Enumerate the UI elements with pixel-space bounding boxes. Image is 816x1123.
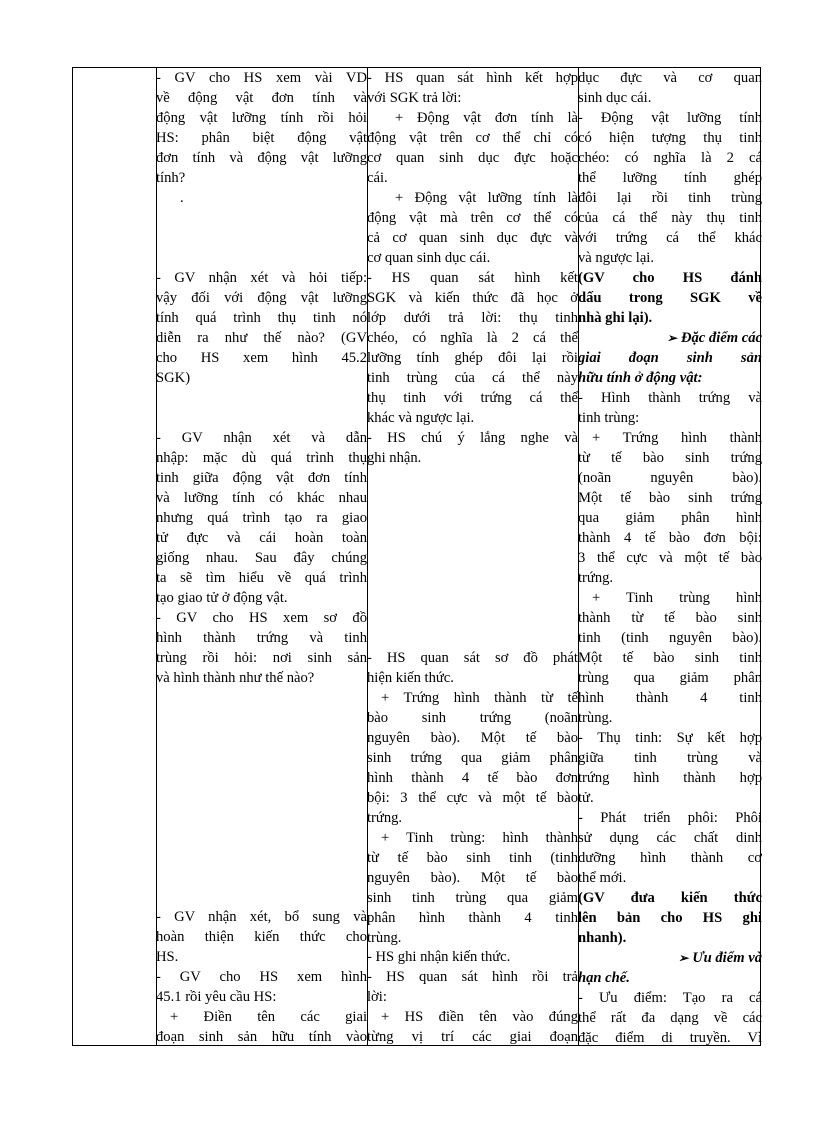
text-line: khác và ngược lại.: [367, 410, 475, 426]
text-line: dục đực và cơ quan: [578, 70, 762, 86]
text-line: HS.: [156, 949, 179, 965]
text-line: hoàn thiện kiến thức cho: [156, 929, 367, 945]
text-line: .: [180, 190, 184, 206]
text-line: đoạn sinh sản hữu tính vào: [156, 1029, 367, 1045]
text-line: động vật trên cơ thể chỉ có: [367, 130, 578, 146]
text-line: trùng rồi hỏi: nơi sinh sản: [156, 650, 367, 666]
text-line: diễn ra như thế nào? (GV: [156, 330, 367, 346]
text-line: dưỡng hình thành cơ: [578, 850, 762, 866]
text-line: động vật mà trên cơ thể có: [367, 210, 578, 226]
text-line: - GV nhận xét và dẫn: [156, 430, 367, 446]
text-line: + Trứng hình thành từ tế: [381, 690, 578, 706]
text-line: từ tế bào sinh tinh (tinh: [367, 850, 578, 866]
text-line: trứng hình thành hợp: [578, 770, 762, 786]
text-line: - HS quan sát hình kết: [367, 270, 578, 286]
text-line: có hiện tượng thụ tinh: [578, 130, 762, 146]
text-line: và hình thành như thế nào?: [156, 670, 315, 686]
text-line: đặc điểm di truyền. Vì: [578, 1030, 762, 1046]
text-line: trùng.: [578, 710, 613, 726]
text-line: sinh tinh trùng qua giảm: [367, 890, 578, 906]
text-line: thụ tinh với trứng cá thể: [367, 390, 578, 406]
text-line: tử đực và cái hoàn toàn: [156, 530, 367, 546]
text-line: - GV nhận xét và hỏi tiếp:: [156, 270, 367, 286]
text-line: - Hình thành trứng và: [578, 390, 762, 406]
section-heading-text: Ưu điểm và: [692, 950, 762, 966]
text-line: hình thành trứng và tinh: [156, 630, 367, 646]
text-line: cho HS xem hình 45.2: [156, 350, 367, 366]
text-line: đơn tính và động vật lưỡng: [156, 150, 367, 166]
text-line: ghi nhận.: [367, 450, 422, 466]
text-line: (noãn nguyên bào).: [578, 470, 762, 486]
text-line: từng vị trí các giai đoạn: [367, 1029, 578, 1045]
text-line: + Điền tên các giai: [170, 1009, 367, 1025]
note-line: nhà ghi lại).: [578, 310, 653, 326]
note-line: (GV đưa kiến thức: [578, 890, 762, 906]
text-line: Một tế bào sinh trứng: [578, 490, 762, 506]
text-line: và lưỡng tính có khác nhau: [156, 490, 367, 506]
text-line: - GV nhận xét, bổ sung và: [156, 909, 367, 925]
text-line: cả cơ quan sinh dục đực và: [367, 230, 578, 246]
note-line: dấu trong SGK về: [578, 290, 762, 306]
text-line: - Phát triển phôi: Phôi: [578, 810, 762, 826]
text-line: phân hình thành 4 tinh: [367, 910, 578, 926]
arrow-bullet-icon: ➢: [666, 331, 677, 345]
text-line: - HS quan sát hình rồi trả: [367, 969, 578, 985]
text-line: cơ quan sinh dục cái.: [367, 250, 491, 266]
text-line: - HS quan sát hình kết hợp: [367, 70, 578, 86]
section-heading: [578, 328, 762, 348]
text-line: nhưng quá trình tạo ra giao: [156, 510, 367, 526]
text-line: về động vật đơn tính và: [156, 90, 367, 106]
text-line: trứng.: [578, 570, 614, 586]
col-section: [73, 68, 156, 1045]
text-line: - HS ghi nhận kiến thức.: [367, 949, 511, 965]
text-line: giống nhau. Sau đây chúng: [156, 550, 367, 566]
text-line: và ngược lại.: [578, 250, 655, 266]
text-line: bội: 3 thể cực và một tế bào: [367, 790, 578, 806]
text-line: thể mới.: [578, 870, 627, 886]
text-line: + Tinh trùng hình: [592, 590, 762, 606]
text-line: hình thành 4 tinh: [578, 690, 762, 706]
text-line: thành từ tế bào sinh: [578, 610, 762, 626]
text-line: - HS quan sát sơ đồ phát: [367, 650, 578, 666]
arrow-bullet-icon: ➢: [678, 951, 689, 965]
text-line: của cá thể này thụ tinh: [578, 210, 762, 226]
text-line: - GV cho HS xem hình: [156, 969, 367, 985]
text-line: cái.: [367, 170, 388, 186]
text-line: - GV cho HS xem vài VD: [156, 70, 367, 86]
text-line: nhập: mặc dù quá trình thụ: [156, 450, 367, 466]
text-line: tinh trùng của cá thể này: [367, 370, 578, 386]
text-line: Một tế bào sinh tinh: [578, 650, 762, 666]
text-line: thể lưỡng tính ghép: [578, 170, 762, 186]
text-line: giữa tinh trùng và: [578, 750, 762, 766]
text-line: với trứng cá thể khác: [578, 230, 762, 246]
text-line: chéo: có nghĩa là 2 cá: [578, 150, 762, 166]
text-line: + Trứng hình thành: [592, 430, 762, 446]
text-line: - Thụ tinh: Sự kết hợp: [578, 730, 762, 746]
text-line: HS: phân biệt động vật: [156, 130, 367, 146]
text-line: lưỡng tính ghép đôi lại rồi: [367, 350, 578, 366]
text-line: - Động vật lưỡng tính: [578, 110, 762, 126]
text-line: SGK): [156, 370, 191, 386]
text-line: ta sẽ tìm hiểu về quá trình: [156, 570, 367, 586]
text-line: vậy đối với động vật lưỡng: [156, 290, 367, 306]
note-line: nhanh).: [578, 930, 627, 946]
text-line: sử dụng các chất dinh: [578, 830, 762, 846]
text-line: trứng.: [367, 810, 403, 826]
section-heading-text: Đặc điểm các: [680, 330, 762, 346]
text-line: tử.: [578, 790, 594, 806]
text-line: tính quá trình thụ tinh nó: [156, 310, 367, 326]
text-line: trùng qua giảm phân: [578, 670, 762, 686]
text-line: + Động vật đơn tính là: [395, 110, 578, 126]
text-line: tạo giao tử ở động vật.: [156, 590, 288, 606]
text-line: - HS chú ý lắng nghe và: [367, 430, 578, 446]
col-student-activity: [367, 68, 578, 1045]
text-line: - Ưu điểm: Tạo ra cá: [578, 990, 762, 1006]
section-heading: hữu tính ở động vật:: [578, 370, 703, 386]
note-line: (GV cho HS đánh: [578, 270, 762, 286]
text-line: hiện kiến thức.: [367, 670, 454, 686]
text-line: tinh (tinh nguyên bào).: [578, 630, 762, 646]
text-line: chéo, có nghĩa là 2 cá thể: [367, 330, 578, 346]
text-line: + HS điền tên vào đúng: [381, 1009, 578, 1025]
col-lesson-content: [578, 68, 762, 1045]
text-line: qua giảm phân hình: [578, 510, 762, 526]
text-line: nguyên bào). Một tế bào: [367, 870, 578, 886]
text-line: lớp dưới trả lời: thụ tinh: [367, 310, 578, 326]
text-line: đôi lại rồi tinh trùng: [578, 190, 762, 206]
text-line: + Động vật lưỡng tính là: [395, 190, 578, 206]
text-line: tính?: [156, 170, 186, 186]
text-line: thể rất đa dạng về các: [578, 1010, 762, 1026]
text-line: hình thành 4 tế bào đơn: [367, 770, 578, 786]
lesson-table: [72, 67, 761, 1046]
text-line: SGK và kiến thức đã học ở: [367, 290, 578, 306]
text-line: 45.1 rồi yêu cầu HS:: [156, 989, 277, 1005]
section-heading: giai đoạn sinh sản: [578, 350, 762, 366]
section-heading: [578, 948, 762, 968]
section-heading: hạn chế.: [578, 970, 630, 986]
text-line: với SGK trả lời:: [367, 90, 462, 106]
text-line: sinh trứng qua giảm phân: [367, 750, 578, 766]
note-line: lên bản cho HS ghi: [578, 910, 762, 926]
text-line: + Tinh trùng: hình thành: [381, 830, 578, 846]
text-line: động vật lưỡng tính rồi hỏi: [156, 110, 367, 126]
text-line: sinh dục cái.: [578, 90, 652, 106]
text-line: - GV cho HS xem sơ đồ: [156, 610, 367, 626]
text-line: thành 4 tế bào đơn bội:: [578, 530, 762, 546]
text-line: trùng.: [367, 930, 402, 946]
text-line: bào sinh trứng (noãn: [367, 710, 578, 726]
text-line: 3 thể cực và một tế bào: [578, 550, 762, 566]
text-line: lời:: [367, 989, 387, 1005]
text-line: cơ quan sinh dục đực hoặc: [367, 150, 578, 166]
text-line: tinh trùng:: [578, 410, 640, 426]
text-line: nguyên bào). Một tế bào: [367, 730, 578, 746]
text-line: từ tế bào sinh trứng: [578, 450, 762, 466]
text-line: tinh giữa động vật đơn tính: [156, 470, 367, 486]
col-teacher-activity: [156, 68, 367, 1045]
